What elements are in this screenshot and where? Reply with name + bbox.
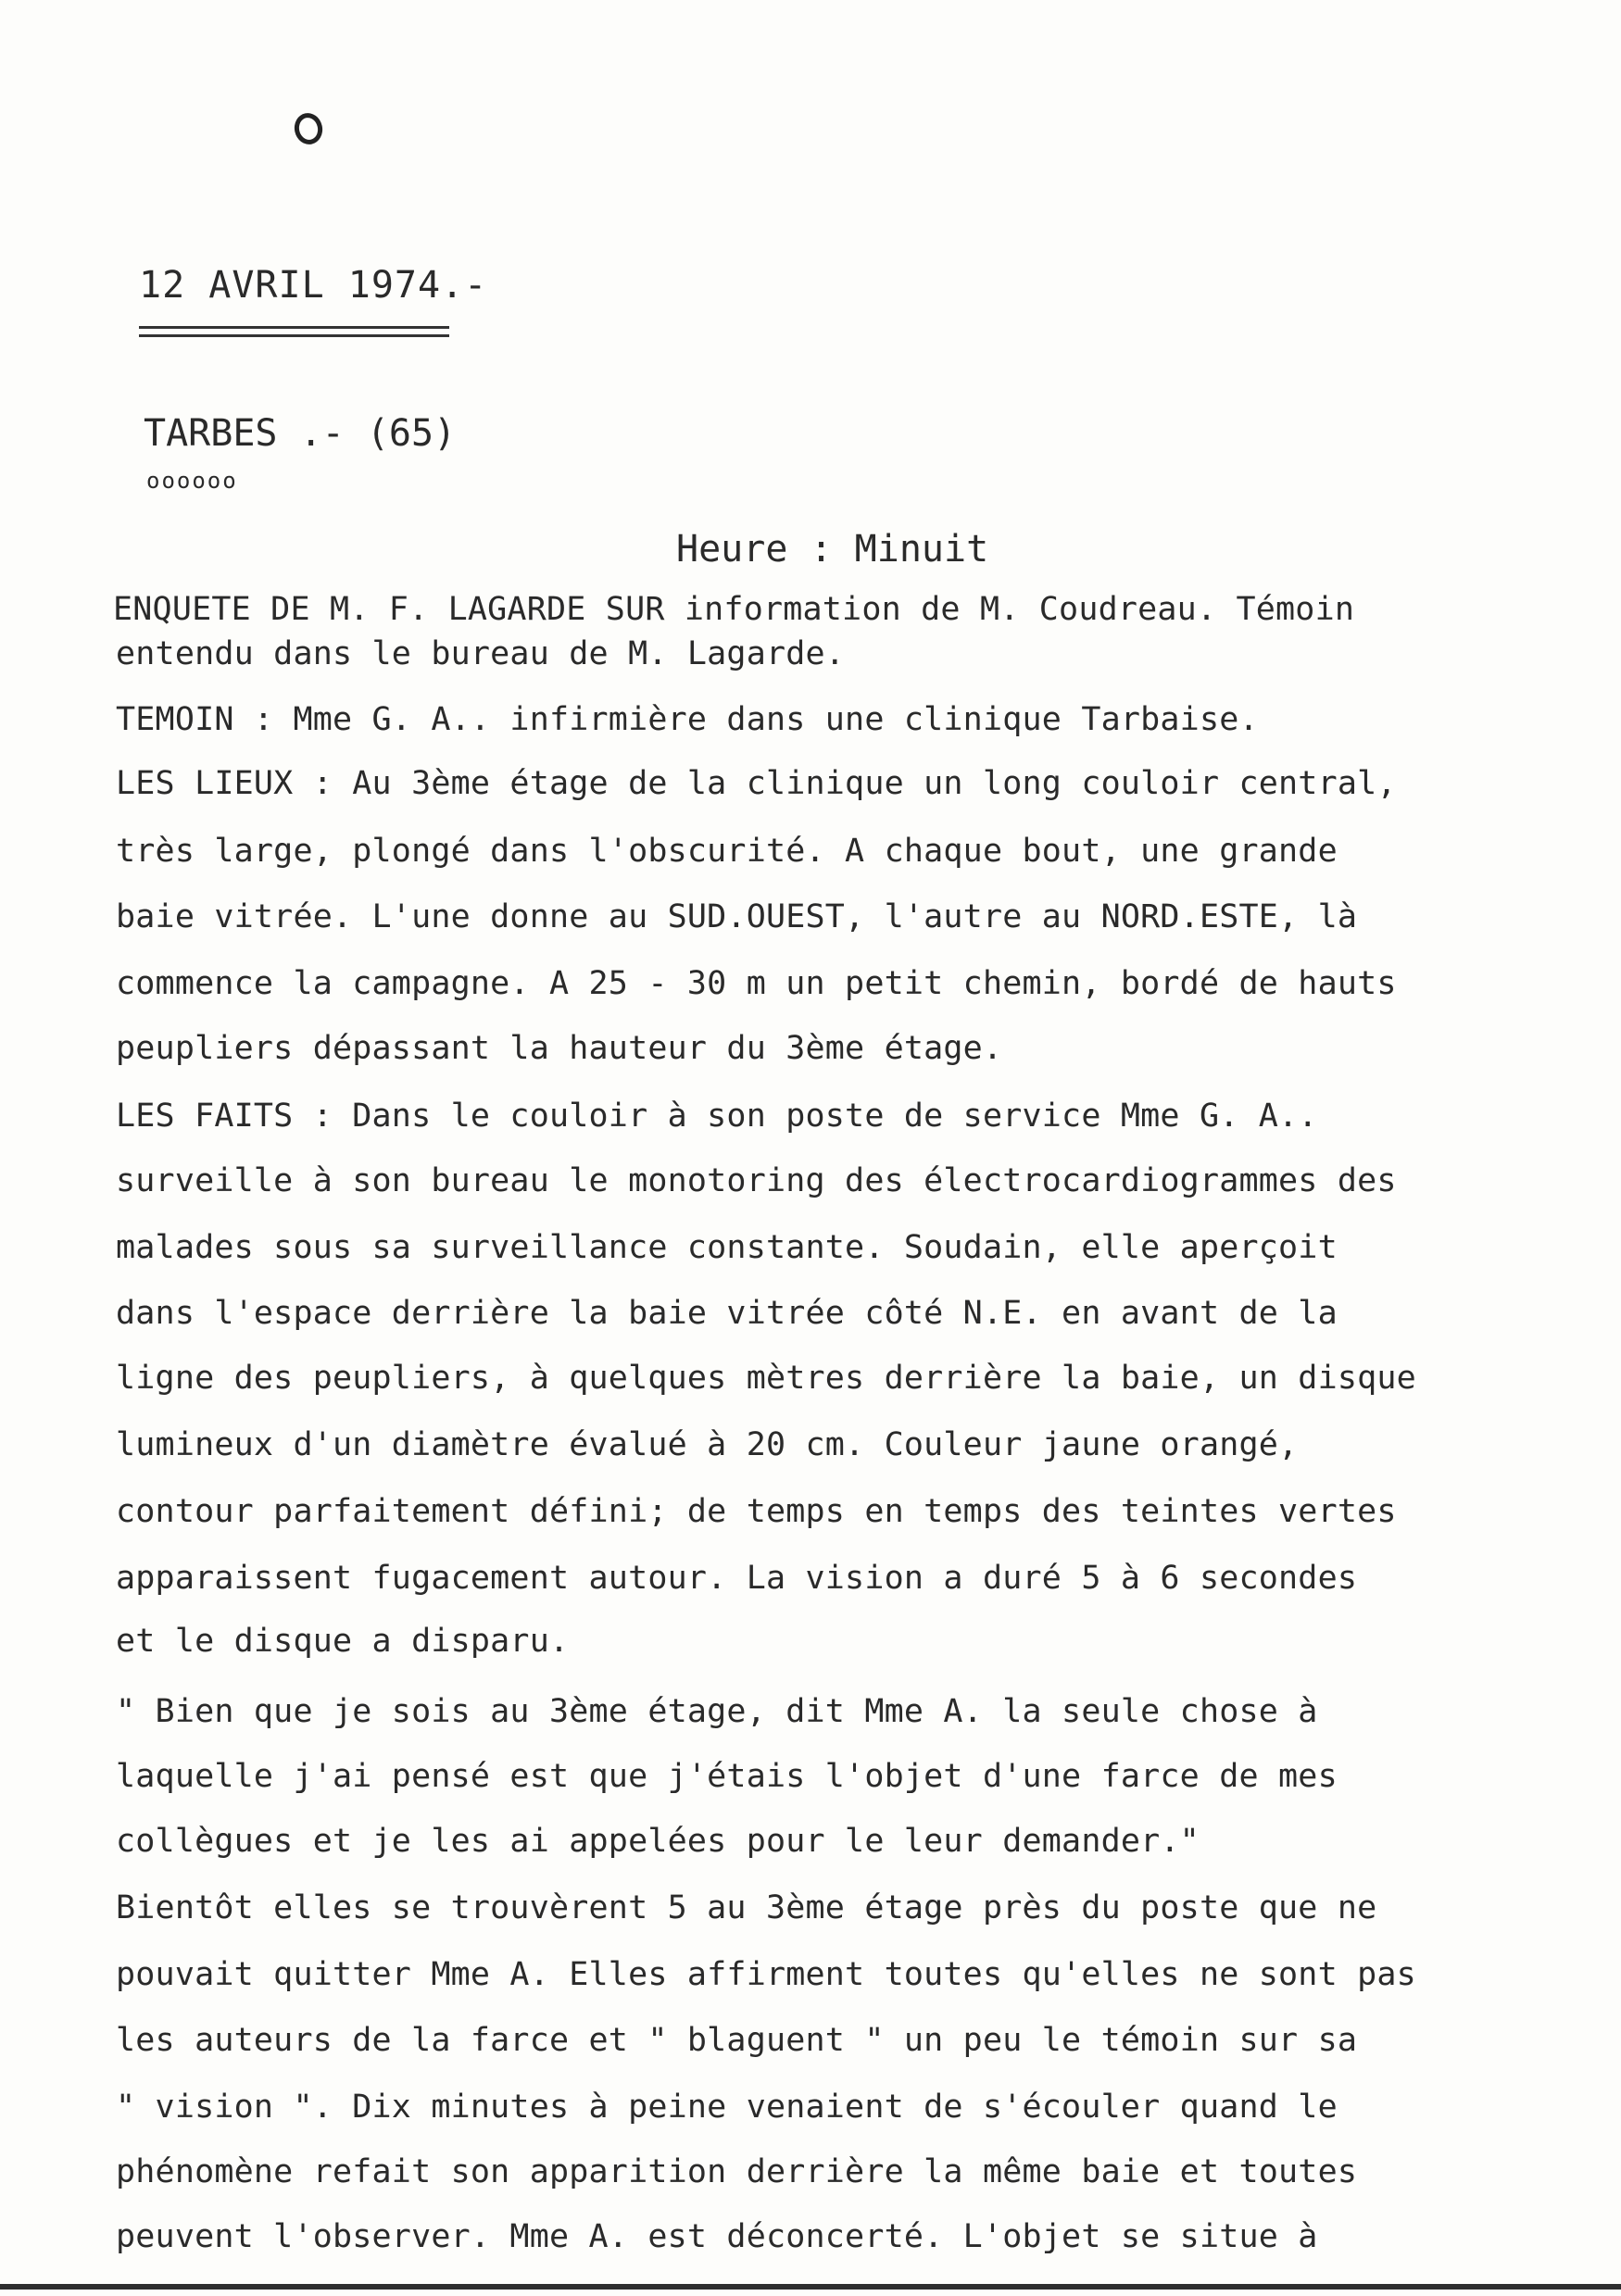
- body-line: malades sous sa surveillance constante. Soudain, elle aperçoit: [116, 1229, 1338, 1266]
- body-line: Bientôt elles se trouvèrent 5 au 3ème étage près du poste que ne: [116, 1889, 1377, 1926]
- body-line: phénomène refait son apparition derrière la même baie et toutes: [116, 2153, 1358, 2190]
- body-line: apparaissent fugacement autour. La vision a duré 5 à 6 secondes: [116, 1560, 1358, 1597]
- body-line: très large, plongé dans l'obscurité. A chaque bout, une grande: [116, 833, 1338, 870]
- body-line: " vision ". Dix minutes à peine venaient de s'écouler quand le: [116, 2089, 1338, 2126]
- body-line: entendu dans le bureau de M. Lagarde.: [116, 635, 846, 672]
- document-date: 12 AVRIL 1974.-: [139, 264, 488, 307]
- body-line: les auteurs de la farce et " blaguent " un peu le témoin sur sa: [116, 2022, 1358, 2059]
- date-underline-top: [139, 326, 449, 329]
- body-line: pouvait quitter Mme A. Elles affirment toutes qu'elles ne sont pas: [116, 1956, 1416, 1993]
- body-line: commence la campagne. A 25 - 30 m un petit chemin, bordé de hauts: [116, 965, 1397, 1002]
- location-underline-circles: oooooo: [146, 468, 238, 494]
- body-line: baie vitrée. L'une donne au SUD.OUEST, l'autre au NORD.ESTE, là: [116, 898, 1358, 935]
- body-line: et le disque a disparu.: [116, 1623, 570, 1660]
- body-line: ligne des peupliers, à quelques mètres derrière la baie, un disque: [116, 1360, 1416, 1397]
- body-line: contour parfaitement défini; de temps en temps des teintes vertes: [116, 1493, 1397, 1530]
- body-line: LES LIEUX : Au 3ème étage de la clinique un long couloir central,: [116, 765, 1397, 802]
- body-line: laquelle j'ai pensé est que j'étais l'objet d'une farce de mes: [116, 1758, 1338, 1795]
- body-line: collègues et je les ai appelées pour le leur demander.": [116, 1823, 1200, 1860]
- punch-hole-mark: [292, 110, 325, 146]
- body-line: surveille à son bureau le monotoring des électrocardiogrammes des: [116, 1162, 1397, 1199]
- body-line: peuvent l'observer. Mme A. est déconcerté. L'objet se situe à: [116, 2218, 1318, 2255]
- body-line: LES FAITS : Dans le couloir à son poste de service Mme G. A..: [116, 1098, 1318, 1135]
- body-line: " Bien que je sois au 3ème étage, dit Mme A. la seule chose à: [116, 1693, 1318, 1730]
- body-line: lumineux d'un diamètre évalué à 20 cm. Couleur jaune orangé,: [116, 1426, 1299, 1463]
- body-line: dans l'espace derrière la baie vitrée côté N.E. en avant de la: [116, 1295, 1338, 1332]
- time-heading: Heure : Minuit: [676, 528, 989, 571]
- date-underline-bottom: [139, 334, 449, 337]
- location-heading: TARBES .- (65): [144, 412, 457, 455]
- body-line: ENQUETE DE M. F. LAGARDE SUR information de M. Coudreau. Témoin: [113, 591, 1355, 628]
- page-bottom-edge: [0, 2284, 1621, 2290]
- body-line: TEMOIN : Mme G. A.. infirmière dans une clinique Tarbaise.: [116, 701, 1259, 738]
- body-line: peupliers dépassant la hauteur du 3ème étage.: [116, 1030, 1003, 1067]
